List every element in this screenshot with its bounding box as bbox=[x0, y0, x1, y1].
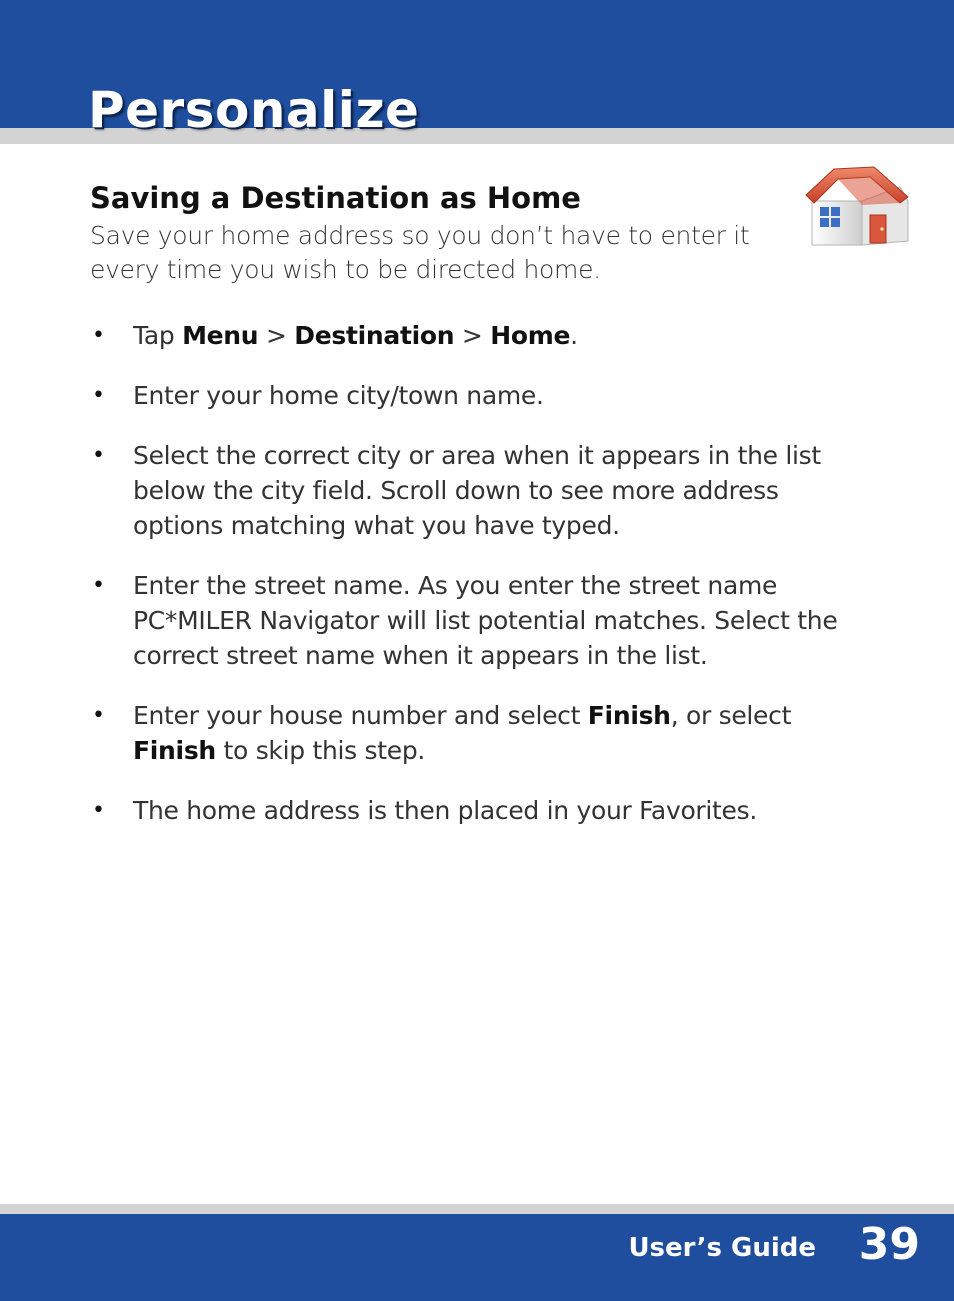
step-text: > bbox=[454, 321, 491, 350]
bullet-icon: • bbox=[92, 443, 105, 468]
steps-list bbox=[90, 318, 870, 853]
step-emphasis: Menu bbox=[182, 321, 259, 350]
home-icon bbox=[804, 165, 912, 251]
section-intro: Save your home address so you don’t have to enter it every time you wish to be directed home. bbox=[90, 221, 750, 284]
step-text: The home address is then placed in your Favorites. bbox=[133, 796, 758, 825]
footer-label: User’s Guide bbox=[628, 1233, 816, 1263]
step-text: Tap bbox=[133, 321, 183, 350]
bullet-icon: • bbox=[92, 703, 105, 728]
step-emphasis: Finish bbox=[133, 736, 216, 765]
step-item bbox=[90, 698, 870, 768]
step-emphasis: Finish bbox=[587, 701, 671, 730]
step-text: , or select bbox=[670, 701, 792, 730]
step-item bbox=[90, 318, 870, 353]
step-text: Select the correct city or area when it appears in the list below the city field. Scroll down to see more address options matching what you have typed. bbox=[133, 441, 821, 540]
step-text: Enter the street name. As you enter the street name PC*MILER Navigator will list potential matches. Select the correct street name when it appears in the list. bbox=[133, 571, 838, 670]
step-text: > bbox=[258, 321, 295, 350]
page-number: 39 bbox=[858, 1219, 920, 1270]
step-item bbox=[90, 793, 870, 828]
step-text: . bbox=[570, 321, 578, 350]
bullet-icon: • bbox=[92, 798, 105, 823]
section-title: Saving a Destination as Home bbox=[90, 181, 581, 215]
step-item bbox=[90, 438, 870, 543]
step-text: Enter your home city/town name. bbox=[133, 381, 544, 410]
page-title: Personalize bbox=[88, 81, 420, 139]
step-item bbox=[90, 568, 870, 673]
step-item bbox=[90, 378, 870, 413]
step-emphasis: Home bbox=[490, 321, 571, 350]
step-text: to skip this step. bbox=[215, 736, 426, 765]
step-emphasis: Destination bbox=[294, 321, 455, 350]
bullet-icon: • bbox=[92, 383, 105, 408]
bullet-icon: • bbox=[92, 573, 105, 598]
step-text: Enter your house number and select bbox=[133, 701, 588, 730]
bullet-icon: • bbox=[92, 323, 105, 348]
